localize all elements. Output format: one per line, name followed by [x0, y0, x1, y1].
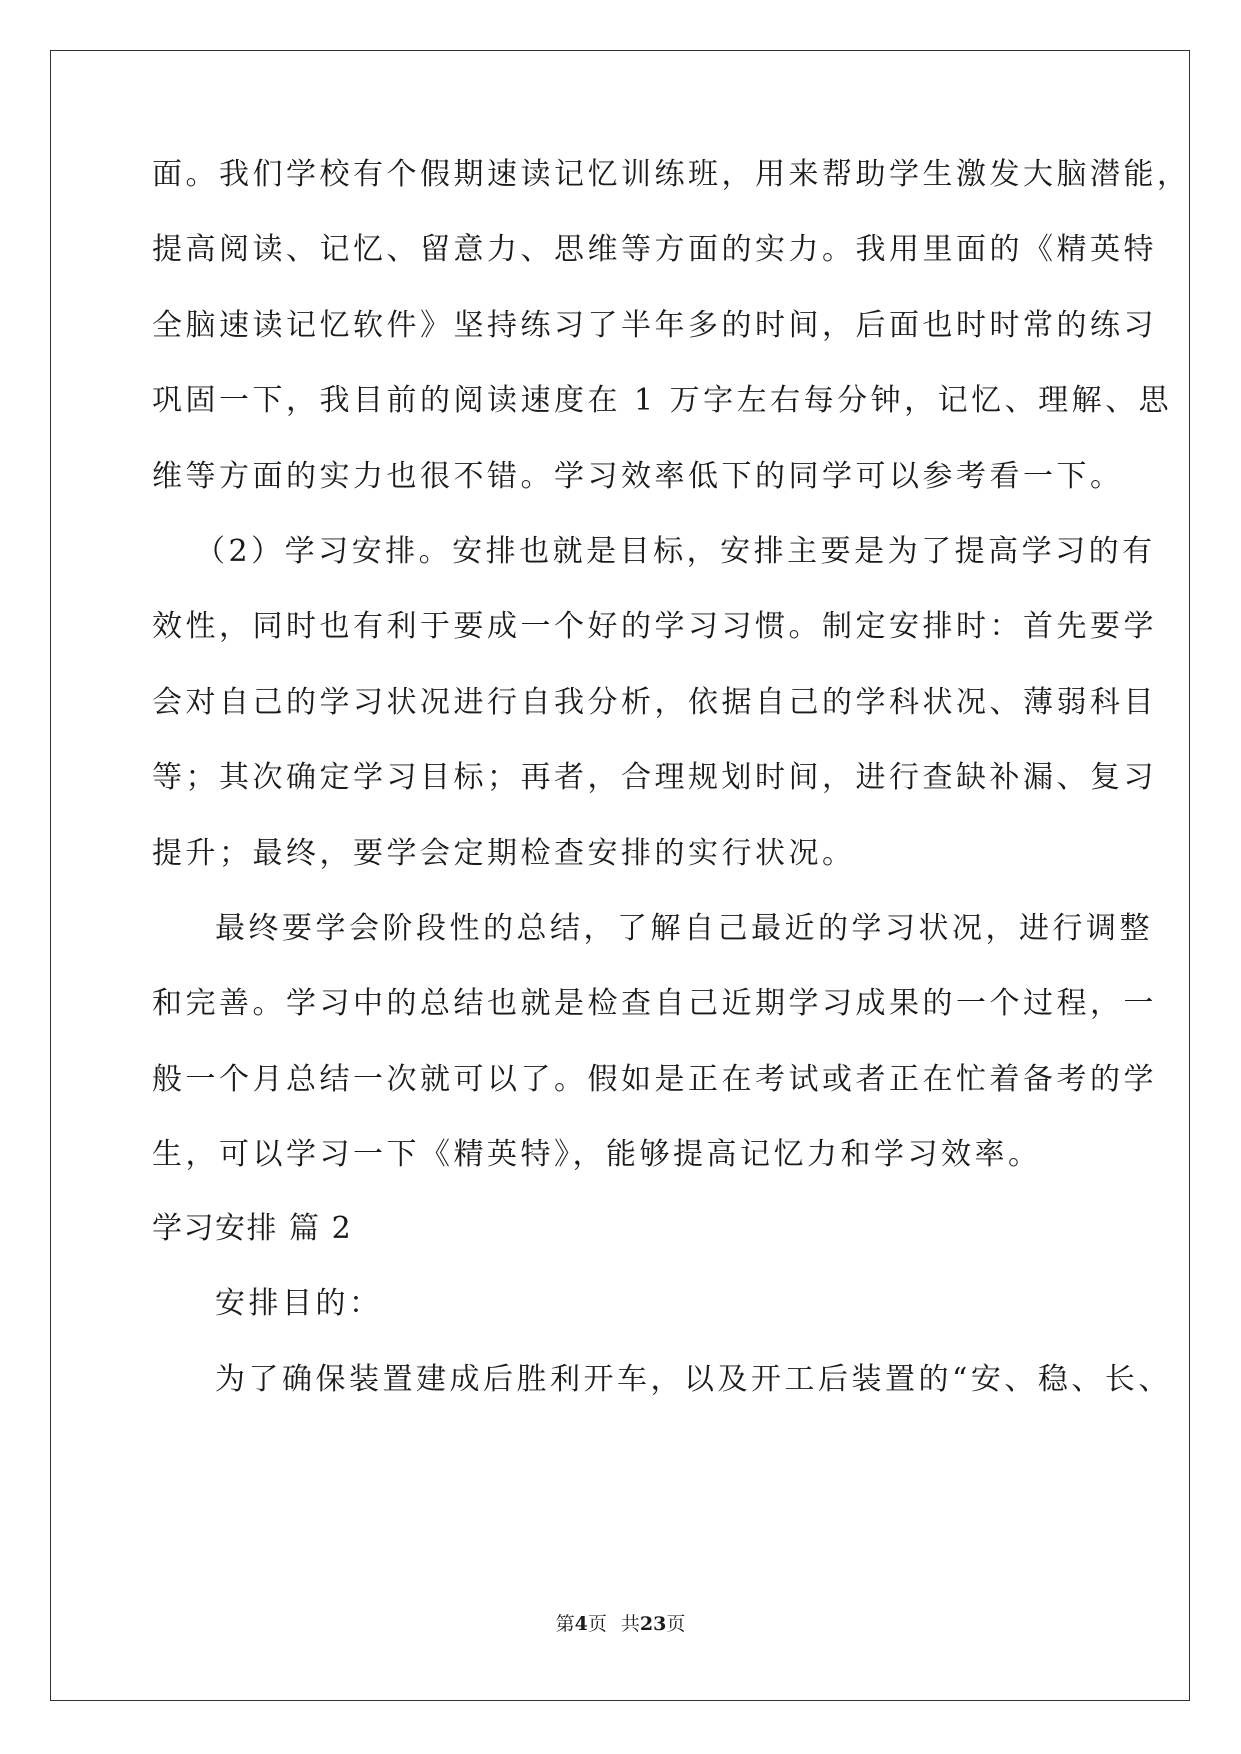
text-line: 维等方面的实力也很不错。学习效率低下的同学可以参考看一下。: [152, 459, 1124, 494]
text-line: 最终要学会阶段性的总结，了解自己最近的学习状况，进行调整: [215, 911, 1153, 946]
section-heading: 学习安排 篇 2: [152, 1211, 353, 1246]
text-line: 提升；最终，要学会定期检查安排的实行状况。: [152, 836, 856, 871]
text-line: 面。我们学校有个假期速读记忆训练班，用来帮助学生激发大脑潜能，: [152, 157, 1191, 192]
text-line: 般一个月总结一次就可以了。假如是正在考试或者正在忙着备考的学: [152, 1062, 1157, 1097]
footer-page-label: 页: [587, 1613, 607, 1635]
footer-total-prefix: 共: [620, 1613, 640, 1635]
text-line: 生，可以学习一下《精英特》，能够提高记忆力和学习效率。: [152, 1137, 1042, 1172]
current-page-number: 4: [574, 1613, 588, 1635]
footer-suffix: 页: [666, 1613, 686, 1635]
text-line: 等；其次确定学习目标；再者，合理规划时间，进行查缺补漏、复习: [152, 760, 1157, 795]
text-line: 为了确保装置建成后胜利开车，以及开工后装置的“安、稳、长、: [215, 1362, 1172, 1397]
total-page-count: 23: [639, 1613, 667, 1635]
text-line: 效性，同时也有利于要成一个好的学习习惯。制定安排时：首先要学: [152, 609, 1157, 644]
text-line: 提高阅读、记忆、留意力、思维等方面的实力。我用里面的《精英特: [152, 232, 1157, 267]
page-border: [50, 50, 1190, 1701]
text-line: （2）学习安排。安排也就是目标，安排主要是为了提高学习的有: [195, 534, 1156, 569]
page-footer: [0, 1612, 1241, 1636]
text-line: 全脑速读记忆软件》坚持练习了半年多的时间，后面也时时常的练习: [152, 308, 1157, 343]
text-line: 会对自己的学习状况进行自我分析，依据自己的学科状况、薄弱科目: [152, 685, 1157, 720]
text-line: 巩固一下，我目前的阅读速度在 1 万字左右每分钟，记忆、理解、思: [152, 383, 1173, 418]
footer-prefix: 第: [555, 1613, 575, 1635]
text-line: 安排目的：: [215, 1286, 383, 1321]
text-line: 和完善。学习中的总结也就是检查自己近期学习成果的一个过程，一: [152, 986, 1157, 1021]
